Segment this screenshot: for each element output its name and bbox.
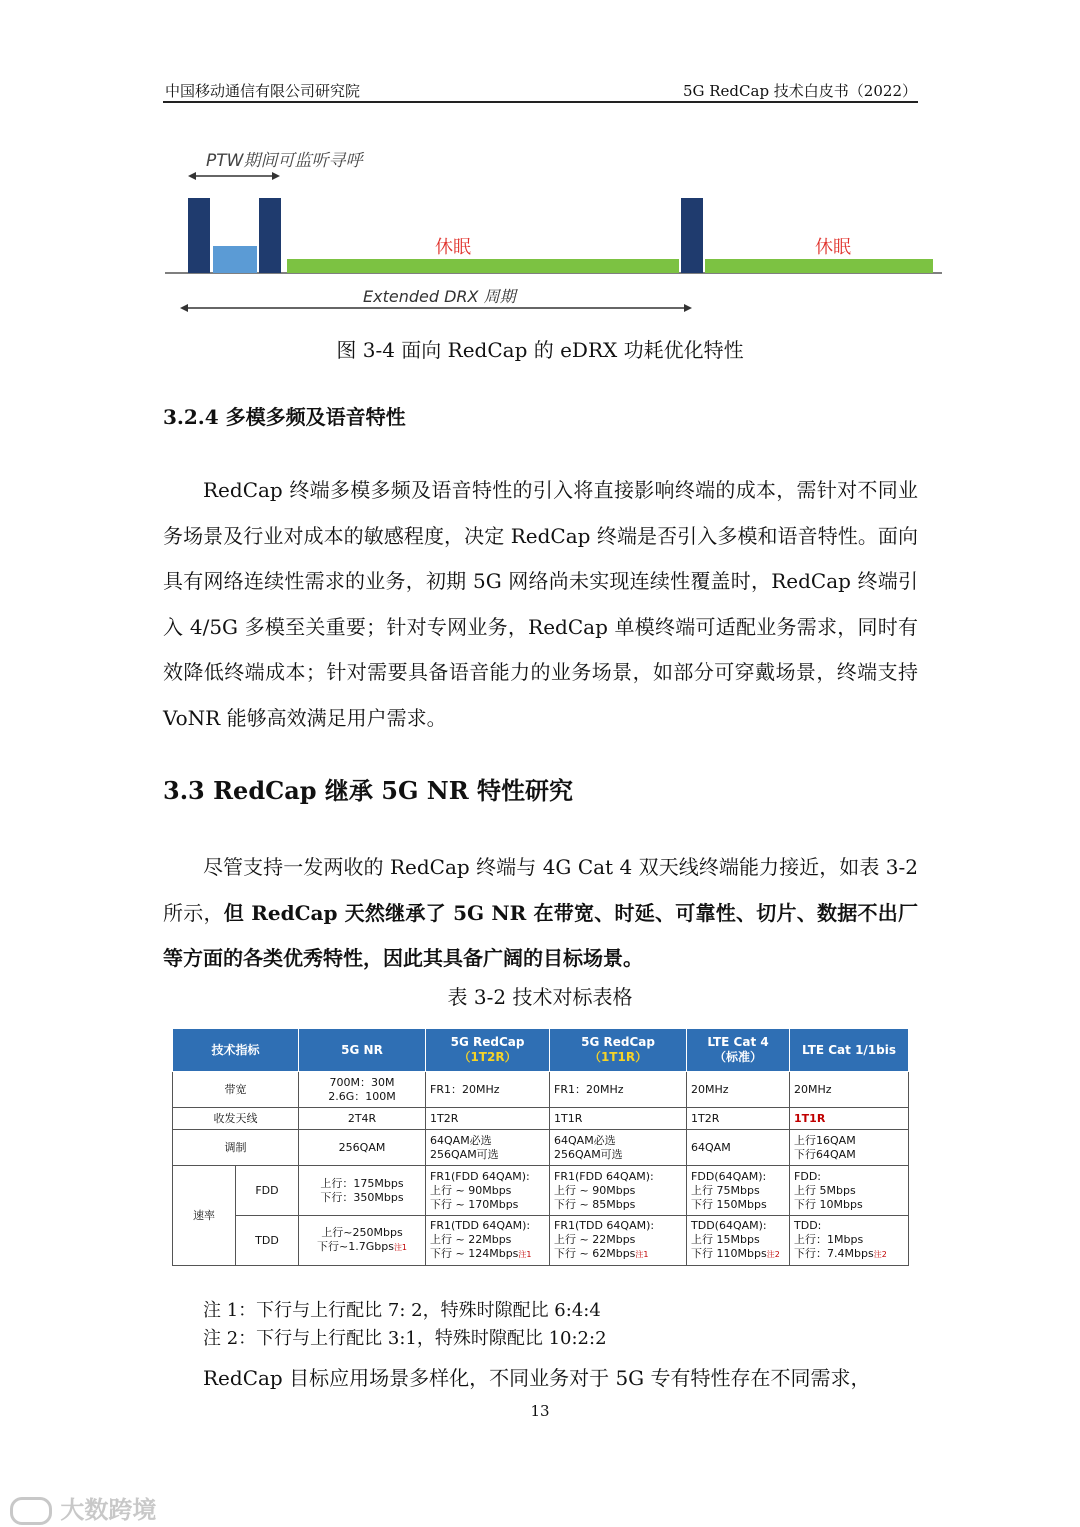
- header-metric: 技术指标: [173, 1029, 299, 1072]
- table-cell: [550, 1166, 687, 1216]
- cell-line: 上行：1Mbps: [794, 1233, 864, 1246]
- cell-line: 下行 ~ 124Mbps: [430, 1247, 519, 1260]
- header-sub: （标准）: [714, 1050, 763, 1064]
- cell-line: 64QAM必选: [554, 1133, 616, 1147]
- row-label: 收发天线: [173, 1108, 299, 1130]
- watermark: [10, 1490, 156, 1525]
- cell-line: 下行 150Mbps: [691, 1197, 767, 1211]
- header-lte-cat1: LTE Cat 1/1bis: [790, 1029, 909, 1072]
- cell-line: 上行：175Mbps: [320, 1176, 404, 1190]
- paging-block: [188, 198, 210, 273]
- paragraph-bold-text: 但 RedCap 天然继承了 5G NR 在带宽、时延、可靠性、切片、数据不出厂等方面的各类优秀特性，因此其具备广阔的目标场景。: [163, 900, 919, 970]
- table-cell: [426, 1166, 550, 1216]
- cell-line: 上行 ~ 22Mbps: [430, 1233, 512, 1246]
- paging-block: [681, 198, 703, 273]
- paragraph-text: RedCap 终端多模多频及语音特性的引入将直接影响终端的成本，需针对不同业务场景及行业对成本的敏感程度，决定 RedCap 终端是否引入多模和语音特性。面向具有网络连续性需求的业务，初期 5G 网络尚未实现连续性覆盖时，RedCap 终端引入 4/5G 多模至关重要；针对专网业务，RedCap 单模终端可适配业务需求，同时有效降低终端成本；针对需要具备语音能力的业务场景，如部分可穿戴场景，终端支持 VoNR 能够高效满足用户需求。: [163, 478, 918, 730]
- header-org: 中国移动通信有限公司研究院: [165, 82, 361, 100]
- header-5g-nr: 5G NR: [299, 1029, 426, 1072]
- sleep-bar: [287, 259, 679, 273]
- paragraph-normal-text: 尽管支持一发两收的 RedCap 终端与 4G Cat 4 双天线终端能力接近，如表 3-2 所示，: [163, 855, 918, 925]
- cell-line: 64QAM必选: [430, 1133, 492, 1147]
- cell-line: 下行 110Mbps: [691, 1247, 767, 1260]
- cell-line: 上行16QAM: [794, 1133, 856, 1147]
- table-cell: [687, 1166, 790, 1216]
- cycle-label: Extended DRX 周期: [363, 287, 516, 306]
- table-cell: 20MHz: [790, 1072, 909, 1108]
- cell-line: FR1(TDD 64QAM):: [554, 1219, 655, 1232]
- footnote-mark: 注1: [393, 1243, 408, 1252]
- table-note-2: 注 2：下行与上行配比 3:1，特殊时隙配比 10:2:2: [203, 1328, 607, 1349]
- table-cell: 1T1R: [550, 1108, 687, 1130]
- table-row: [173, 1072, 909, 1108]
- comparison-table: [172, 1028, 909, 1266]
- row-label: 带宽: [173, 1072, 299, 1108]
- ptw-arrow: [188, 172, 280, 180]
- header-redcap-1t2r: [426, 1029, 550, 1072]
- table-row: [173, 1130, 909, 1166]
- row-sublabel: TDD: [236, 1216, 299, 1266]
- section-heading-3-2-4: 3.2.4 多模多频及语音特性: [163, 405, 406, 429]
- table-row: [173, 1166, 909, 1216]
- header-label: 5G RedCap: [581, 1035, 655, 1049]
- paragraph-text: [163, 845, 918, 982]
- cell-line: 上行 ~ 90Mbps: [430, 1183, 512, 1197]
- table-row: [173, 1216, 909, 1266]
- table-cell: [299, 1166, 426, 1216]
- table-caption: 表 3-2 技术对标表格: [447, 985, 633, 1009]
- header-label: LTE Cat 4: [707, 1035, 769, 1049]
- cell-line: 下行：350Mbps: [320, 1190, 404, 1204]
- table-cell: [426, 1130, 550, 1166]
- header-lte-cat4: [687, 1029, 790, 1072]
- page-number: 13: [530, 1402, 550, 1420]
- table-cell: 20MHz: [687, 1072, 790, 1108]
- table-cell: [790, 1166, 909, 1216]
- table-cell: [550, 1216, 687, 1266]
- cell-line: 上行~250Mbps: [321, 1226, 403, 1239]
- table-cell: [299, 1072, 426, 1108]
- table-cell: FR1：20MHz: [550, 1072, 687, 1108]
- table-cell: 64QAM: [687, 1130, 790, 1166]
- table-cell: 2T4R: [299, 1108, 426, 1130]
- figure-caption: 图 3-4 面向 RedCap 的 eDRX 功耗优化特性: [336, 338, 744, 362]
- table-cell: 1T2R: [687, 1108, 790, 1130]
- footnote-mark: 注1: [635, 1250, 649, 1259]
- ptw-label: PTW期间可监听寻呼: [206, 151, 363, 171]
- table-cell: [790, 1216, 909, 1266]
- cell-line: 下行 10Mbps: [794, 1197, 863, 1211]
- table-cell: 1T2R: [426, 1108, 550, 1130]
- cell-line: 上行 ~ 90Mbps: [554, 1183, 636, 1197]
- table-cell: 256QAM: [299, 1130, 426, 1166]
- row-label: 调制: [173, 1130, 299, 1166]
- table-header-row: [173, 1029, 909, 1072]
- cell-line: 下行64QAM: [794, 1147, 856, 1161]
- header-rule: [163, 101, 918, 103]
- table-cell: [426, 1216, 550, 1266]
- table-cell-highlight: 1T1R: [790, 1108, 909, 1130]
- closing-paragraph: [163, 1356, 918, 1402]
- cell-line: 下行 ~ 62Mbps: [554, 1247, 636, 1260]
- section-3-3-paragraph: [163, 845, 918, 982]
- row-label: 速率: [173, 1166, 236, 1266]
- cell-line: TDD(64QAM):: [691, 1219, 767, 1232]
- header-sub: （1T1R）: [588, 1050, 648, 1064]
- watermark-logo-icon: [10, 1497, 52, 1525]
- watermark-text: 大数跨境: [60, 1496, 157, 1524]
- cell-line: 下行 ~ 85Mbps: [554, 1197, 636, 1211]
- paging-block: [259, 198, 281, 273]
- cell-line: FDD(64QAM):: [691, 1169, 767, 1183]
- cell-line: 2.6G：100M: [328, 1089, 396, 1103]
- header-doc-title: 5G RedCap 技术白皮书（2022）: [682, 82, 917, 100]
- header-sub: （1T2R）: [458, 1050, 517, 1064]
- table-cell: FR1：20MHz: [426, 1072, 550, 1108]
- cell-line: 700M：30M: [329, 1075, 395, 1089]
- monitor-block: [213, 246, 257, 273]
- table-cell: [550, 1130, 687, 1166]
- footnote-mark: 注1: [518, 1250, 532, 1259]
- sleep-label: 休眠: [435, 237, 471, 258]
- cell-line: FR1(FDD 64QAM):: [554, 1169, 654, 1183]
- cell-line: 上行 15Mbps: [691, 1233, 760, 1246]
- footnote-mark: 注2: [766, 1250, 780, 1259]
- table-cell: [299, 1216, 426, 1266]
- row-sublabel: FDD: [236, 1166, 299, 1216]
- cell-line: 上行 5Mbps: [794, 1183, 856, 1197]
- table-row: [173, 1108, 909, 1130]
- table-note-1: 注 1：下行与上行配比 7: 2，特殊时隙配比 6:4:4: [203, 1300, 601, 1321]
- sleep-bar: [705, 259, 933, 273]
- footnote-mark: 注2: [873, 1250, 887, 1259]
- cell-line: FR1(FDD 64QAM):: [430, 1169, 530, 1183]
- table-cell: [790, 1130, 909, 1166]
- cell-line: 256QAM可选: [430, 1147, 499, 1161]
- cell-line: FDD:: [794, 1169, 821, 1183]
- cell-line: 256QAM可选: [554, 1147, 623, 1161]
- section-heading-3-3: 3.3 RedCap 继承 5G NR 特性研究: [163, 776, 574, 805]
- sleep-label: 休眠: [815, 237, 851, 258]
- header-redcap-1t1r: [550, 1029, 687, 1072]
- cell-line: TDD:: [794, 1219, 822, 1232]
- table-cell: [687, 1216, 790, 1266]
- edrx-figure: [160, 140, 950, 320]
- cell-line: 下行 ~ 170Mbps: [430, 1197, 519, 1211]
- cell-line: 下行~1.7Gbps: [317, 1240, 394, 1253]
- section-3-2-4-paragraph: [163, 468, 918, 741]
- cell-line: FR1(TDD 64QAM):: [430, 1219, 531, 1232]
- paragraph-text: RedCap 目标应用场景多样化，不同业务对于 5G 专有特性存在不同需求，: [203, 1366, 871, 1390]
- header-label: 5G RedCap: [450, 1035, 525, 1049]
- cell-line: 上行 ~ 22Mbps: [554, 1233, 636, 1246]
- cell-line: 下行：7.4Mbps: [794, 1247, 874, 1260]
- cell-line: 上行 75Mbps: [691, 1183, 760, 1197]
